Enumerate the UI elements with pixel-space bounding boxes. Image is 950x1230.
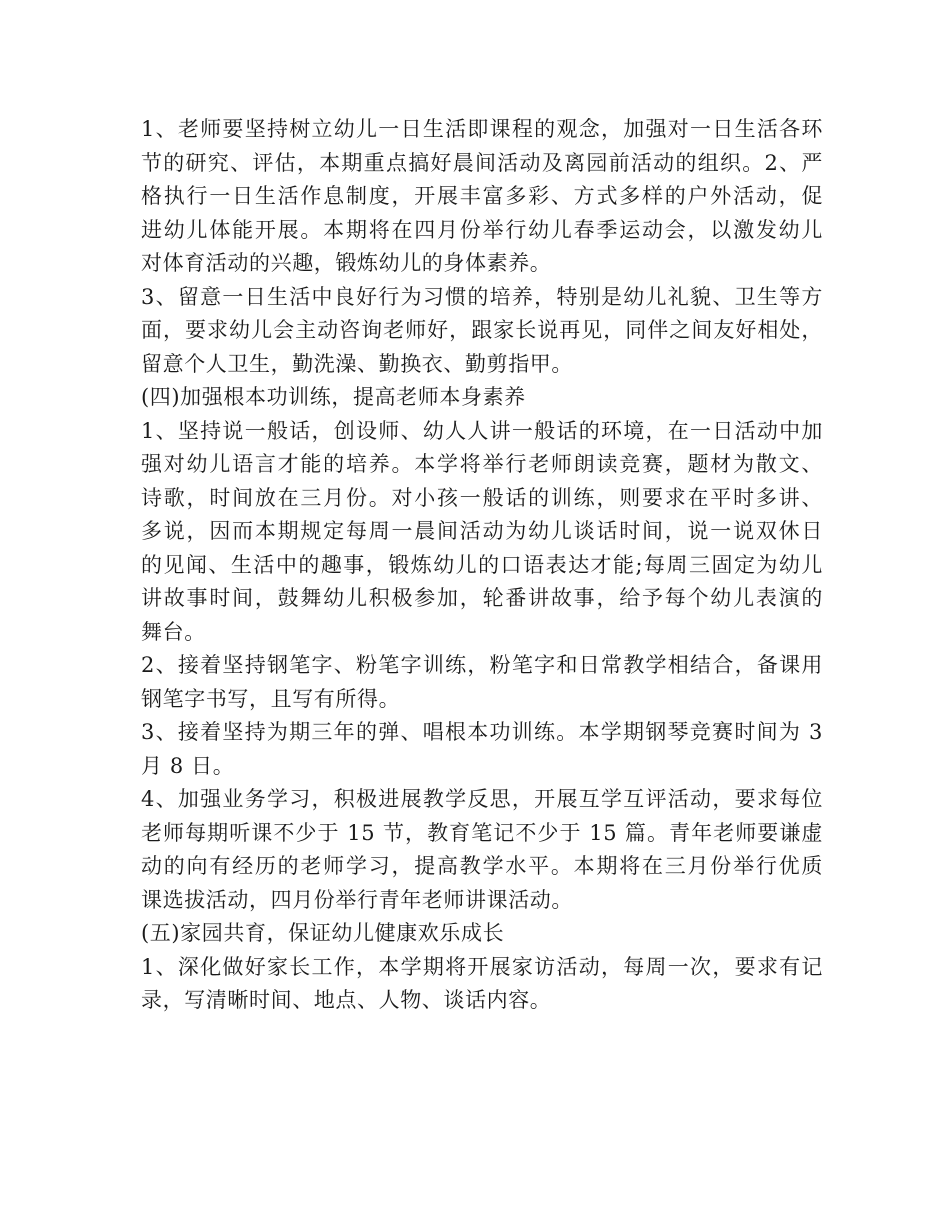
text-line: 格执行一日生活作息制度，开展丰富多彩、方式多样的户外活动，促 — [141, 184, 823, 208]
text-line: 节的研究、评估，本期重点搞好晨间活动及离园前活动的组织。2、严 — [141, 150, 823, 175]
text-line: 对体育活动的兴趣，锻炼幼儿的身体素养。 — [141, 251, 552, 275]
text-line: 的见闻、生活中的趣事，锻炼幼儿的口语表达才能;每周三固定为幼儿 — [141, 552, 823, 577]
text-line: 月 8 日。 — [141, 753, 235, 778]
text-line: 老师每期听课不少于 15 节，教育笔记不少于 15 篇。青年老师要谦虚 — [141, 820, 823, 845]
text-line: 进幼儿体能开展。本期将在四月份举行幼儿春季运动会，以激发幼儿 — [141, 217, 823, 242]
text-line: 1、坚持说一般话，创设师、幼人人讲一般话的环境，在一日活动中加 — [141, 418, 823, 443]
text-line: 3、留意一日生活中良好行为习惯的培养，特别是幼儿礼貌、卫生等方 — [141, 284, 823, 309]
document-body — [141, 113, 823, 1018]
text-line: 舞台。 — [141, 619, 206, 644]
text-line: 多说，因而本期规定每周一晨间活动为幼儿谈话时间，说一说双休日 — [141, 519, 823, 543]
text-line: (五)家园共育，保证幼儿健康欢乐成长 — [141, 921, 505, 945]
text-line: 4、加强业务学习，积极进展教学反思，开展互学互评活动，要求每位 — [141, 787, 823, 811]
text-line: 钢笔字书写，且写有所得。 — [141, 686, 401, 711]
text-line: (四)加强根本功训练，提高老师本身素养 — [141, 385, 526, 409]
text-line: 留意个人卫生，勤洗澡、勤换衣、勤剪指甲。 — [141, 351, 573, 376]
text-line: 诗歌，时间放在三月份。对小孩一般话的训练，则要求在平时多讲、 — [141, 485, 823, 510]
text-line: 动的向有经历的老师学习，提高教学水平。本期将在三月份举行优质 — [141, 854, 823, 878]
text-line: 强对幼儿语言才能的培养。本学将举行老师朗读竞赛，题材为散文、 — [141, 452, 823, 476]
text-line: 课选拔活动，四月份举行青年老师讲课活动。 — [141, 887, 573, 912]
text-line: 2、接着坚持钢笔字、粉笔字训练，粉笔字和日常教学相结合，备课用 — [141, 653, 823, 677]
text-line: 录，写清晰时间、地点、人物、谈话内容。 — [141, 988, 552, 1012]
text-line: 面，要求幼儿会主动咨询老师好，跟家长说再见，同伴之间友好相处， — [141, 318, 823, 342]
text-line: 讲故事时间，鼓舞幼儿积极参加，轮番讲故事，给予每个幼儿表演的 — [141, 586, 823, 610]
text-line: 1、深化做好家长工作，本学期将开展家访活动，每周一次，要求有记 — [141, 954, 823, 979]
text-line: 3、接着坚持为期三年的弹、唱根本功训练。本学期钢琴竞赛时间为 3 — [141, 720, 823, 744]
text-line: 1、老师要坚持树立幼儿一日生活即课程的观念，加强对一日生活各环 — [141, 117, 823, 141]
